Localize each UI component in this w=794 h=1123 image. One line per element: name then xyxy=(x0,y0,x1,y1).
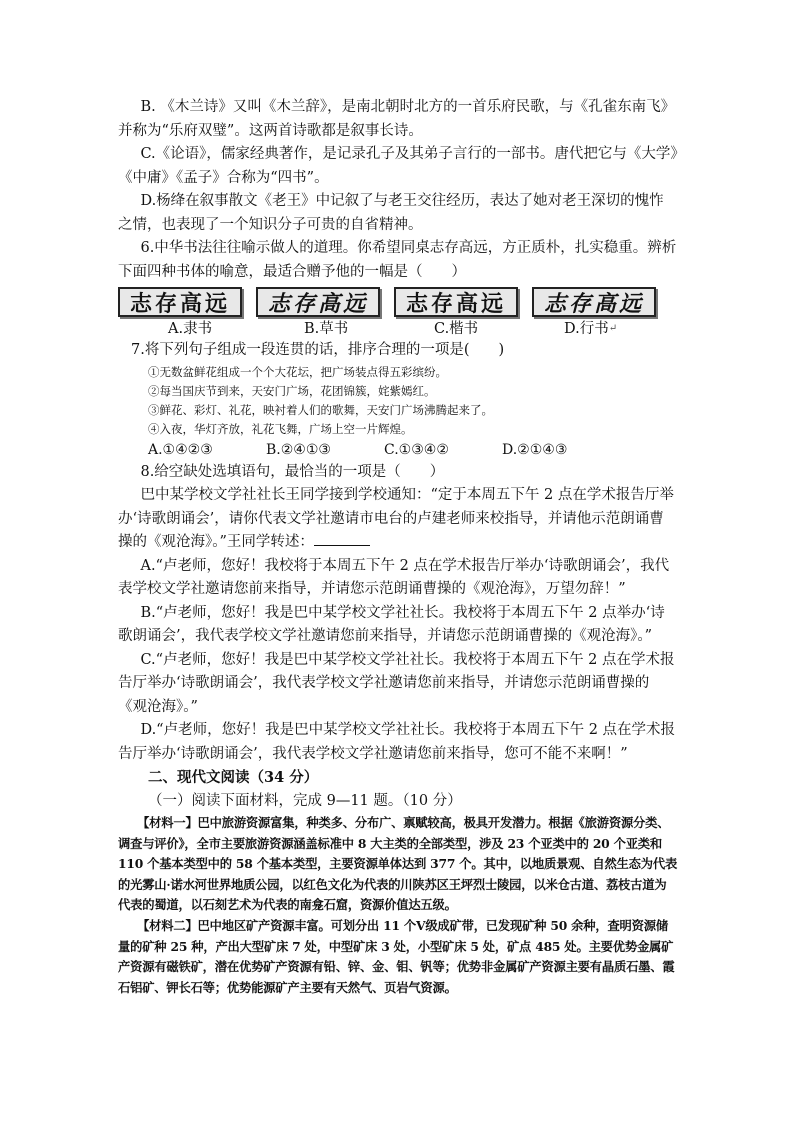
calligraphy-sample-d: 志存高远 xyxy=(532,287,656,317)
calligraphy-sample-b: 志存高远 xyxy=(256,287,380,317)
q7-option-c: C.①③④② xyxy=(384,441,449,458)
question-6-stem: 6.中华书法往往喻示做人的道理。你希望同桌志存高远，方正质朴，扎实稳重。辨析下面四种书体的喻意，最适合赠予他的一幅是（ ） xyxy=(118,240,677,280)
label-c: C.楷书 xyxy=(434,321,479,337)
q7-options xyxy=(118,439,678,461)
q8-context-text: 巴中某学校文学社社长王同学接到学校通知：“定于本周五下午 2 点在学术报告厅举办‘诗歌朗诵会’，请你代表文学社邀请市电台的卢建老师来校指导，并请他示范朗诵曹操的《观沧海》。”王同学转述： xyxy=(118,487,674,550)
q7-sentence-3: ③鲜花、彩灯、礼花，映衬着人们的歌舞，天安门广场沸腾起来了。 xyxy=(148,402,493,417)
return-mark: ↵ xyxy=(608,323,618,334)
q7-sentence-4: ④入夜，华灯齐放，礼花飞舞，广场上空一片辉煌。 xyxy=(148,421,413,436)
q7-option-a: A.①④②③ xyxy=(148,441,213,458)
question-8-option-b: B.“卢老师，您好！我是巴中某学校文学社社长。我校将于本周五下午 2 点举办‘诗歌朗诵会’，我代表学校文学社邀请您前来指导，并请您示范朗诵曹操的《观沧海》。” xyxy=(118,604,665,644)
calligraphy-sample-c: 志存高远 xyxy=(394,287,518,317)
question-5-option-d: D.杨绛在叙事散文《老王》中记叙了与老王交往经历，表达了她对老王深切的愧怍之情，也表现了一个知识分子可贵的自省精神。 xyxy=(118,193,664,233)
question-8-stem: 8.给空缺处选填语句，最恰当的一项是（ ） xyxy=(140,463,445,480)
q7-option-d: D.②①④③ xyxy=(502,441,568,458)
calligraphy-labels xyxy=(118,319,678,339)
question-8-option-d: D.“卢老师，您好！我是巴中某学校文学社社长。我校将于本周五下午 2 点在学术报告厅举办‘诗歌朗诵会’，我代表学校文学社邀请您前来指导，您可不能不来啊！” xyxy=(118,722,676,762)
question-8-context xyxy=(118,484,678,555)
material-one: 【材料一】巴中旅游资源富集，种类多、分布广、禀赋较高，极具开发潜力。根据《旅游资源分类、调查与评价》，全市主要旅游资源涵盖标准中 8 大主类的全部类型，涉及 23 个亚类中的 20 个亚类和 110 个基本类型中的 58 个基本类型，主要资源单体达到 377 个。其中，以地质景观、自然生态为代表的光雾山·诺水河世界地质公园，以红色文化为代表的川陕苏区王坪烈士陵园，以米仓古道、荔枝古道为代表的蜀道，以石刻艺术为代表的南龛石窟，资源价值达五级。 xyxy=(118,815,678,913)
material-two: 【材料二】巴中地区矿产资源丰富。可划分出 11 个Ⅴ级成矿带，已发现矿种 50 余种，查明资源储量的矿种 25 种，产出大型矿床 7 处，中型矿床 3 处，小型矿床 5 处，矿点 485 处。主要优势金属矿产资源有磁铁矿，潜在优势矿产资源有铅、锌、金、钼、钒等；优势非金属矿产资源主要有晶质石墨、霞石铝矿、钾长石等；优势能源矿产主要有天然气、页岩气资源。 xyxy=(118,917,675,995)
label-d: D.行书 xyxy=(564,321,609,337)
question-5-option-c: C.《论语》，儒家经典著作，是记录孔子及其弟子言行的一部书。唐代把它与《大学》《中庸》《孟子》合称为“四书”。 xyxy=(118,146,678,186)
label-a: A.隶书 xyxy=(168,321,213,337)
q7-sentence-2: ②每当国庆节到来，天安门广场，花团锦簇，姹紫嫣红。 xyxy=(148,383,436,398)
exam-page xyxy=(118,96,678,998)
question-8-option-c: C.“卢老师，您好！我是巴中某学校文学社社长。我校将于本周五下午 2 点在学术报告厅举办‘诗歌朗诵会’，我代表学校文学社邀请您前来指导，并请您示范朗诵曹操的《观沧海》。” xyxy=(118,651,675,715)
question-7-stem: 7.将下列句子组成一段连贯的话，排序合理的一项是( ) xyxy=(131,342,505,358)
calligraphy-sample-a: 志存高远 xyxy=(118,287,242,317)
answer-blank xyxy=(314,531,370,546)
section-heading: 二、现代文阅读（34 分） xyxy=(148,769,319,786)
q7-option-b: B.②④①③ xyxy=(266,441,331,458)
question-8-option-a: A.“卢老师，您好！我校将于本周五下午 2 点在学术报告厅举办‘诗歌朗诵会’，我代表学校文学社邀请您前来指导，并请您示范朗诵曹操的《观沧海》，万望勿辞！” xyxy=(118,557,670,597)
question-5-option-b: B. 《木兰诗》又叫《木兰辞》，是南北朝时北方的一首乐府民歌，与《孔雀东南飞》并称为“乐府双璧”。这两首诗歌都是叙事长诗。 xyxy=(118,99,676,139)
q7-sentence-1: ①无数盆鲜花组成一个个大花坛，把广场装点得五彩缤纷。 xyxy=(148,364,447,379)
section-subheading: （一）阅读下面材料，完成 9—11 题。（10 分） xyxy=(148,792,462,809)
calligraphy-samples xyxy=(118,287,656,317)
label-b: B.草书 xyxy=(304,321,349,337)
